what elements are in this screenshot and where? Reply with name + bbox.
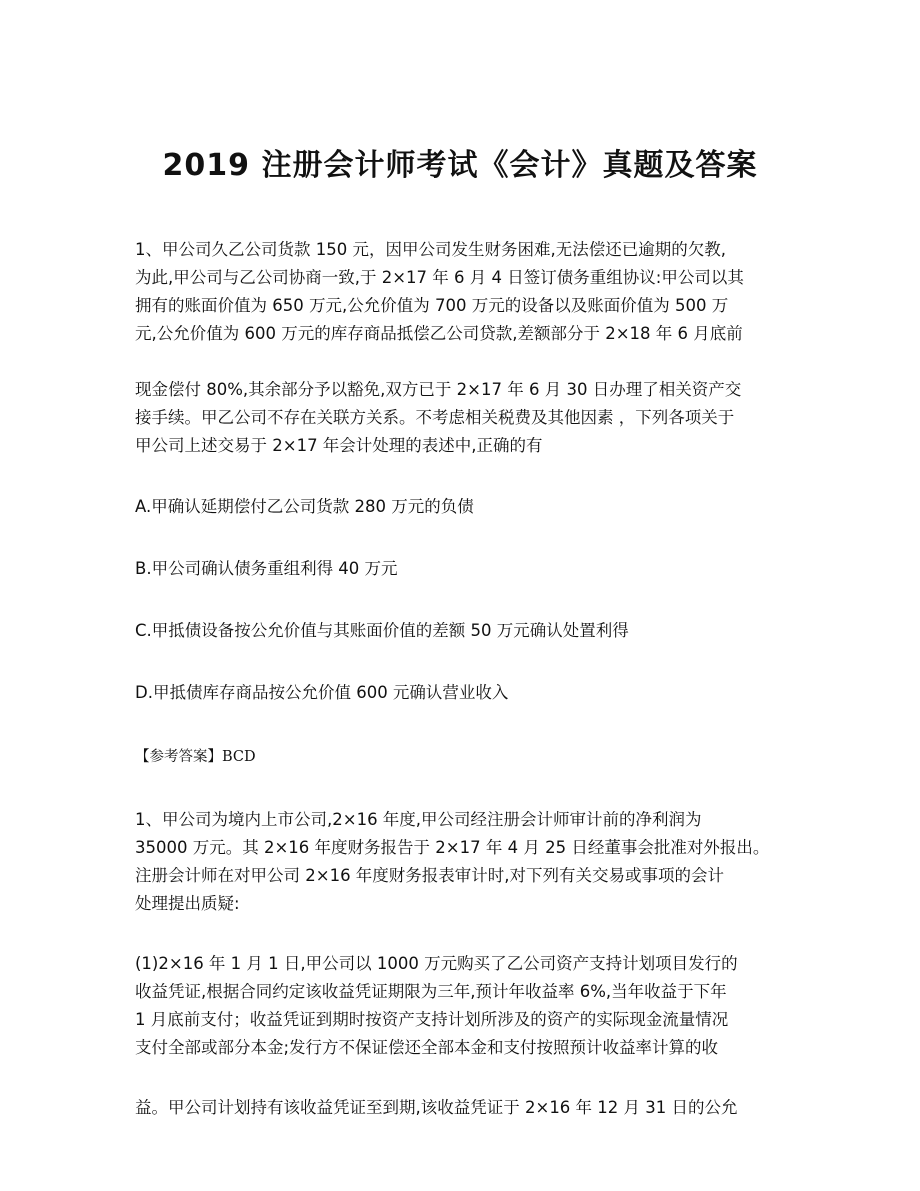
q1-option-b	[135, 555, 795, 583]
text-line: 现金偿付 80%,其余部分予以豁免,双方已于 2×17 年 6 月 30 日办理了相关资产交	[135, 380, 742, 399]
text-line: (1)2×16 年 1 月 1 日,甲公司以 1000 万元购买了乙公司资产支持计划项目发行的	[135, 954, 738, 973]
text-line: 处理提出质疑:	[135, 894, 240, 913]
text-line: 元,公允价值为 600 万元的库存商品抵偿乙公司贷款,差额部分于 2×18 年 6 月底前	[135, 324, 743, 343]
q2-stem-part1	[135, 806, 795, 918]
q1-stem-part1	[135, 236, 795, 348]
option-text: D.甲抵债库存商品按公允价值 600 元确认营业收入	[135, 683, 509, 702]
text-line: 收益凭证,根据合同约定该收益凭证期限为三年,预计年收益率 6%,当年收益于下年	[135, 982, 727, 1001]
option-text: A.甲确认延期偿付乙公司货款 280 万元的负债	[135, 497, 474, 516]
q1-stem-part2	[135, 376, 795, 460]
page-title: 2019 注册会计师考试《会计》真题及答案	[162, 148, 758, 183]
text-line: 支付全部或部分本金;发行方不保证偿还全部本金和支付按照预计收益率计算的收	[135, 1038, 719, 1057]
q1-option-c	[135, 617, 795, 645]
text-line: 35000 万元。其 2×16 年度财务报告于 2×17 年 4 月 25 日经董事会批准对外报出。	[135, 838, 770, 857]
option-text: C.甲抵债设备按公允价值与其账面价值的差额 50 万元确认处置利得	[135, 621, 629, 640]
q1-option-a	[135, 493, 795, 521]
text-line: 1、甲公司为境内上市公司,2×16 年度,甲公司经注册会计师审计前的净利润为	[135, 810, 702, 829]
text-line: 甲公司上述交易于 2×17 年会计处理的表述中,正确的有	[135, 436, 543, 455]
text-line: 为此,甲公司与乙公司协商一致,于 2×17 年 6 月 4 日签订债务重组协议:甲公司以其	[135, 268, 744, 287]
text-line: 益。甲公司计划持有该收益凭证至到期,该收益凭证于 2×16 年 12 月 31 日的公允	[135, 1098, 738, 1117]
option-text: B.甲公司确认债务重组利得 40 万元	[135, 559, 398, 578]
text-line: 注册会计师在对甲公司 2×16 年度财务报表审计时,对下列有关交易或事项的会计	[135, 866, 725, 885]
text-line: 1、甲公司久乙公司货款 150 元，因甲公司发生财务困难,无法偿还已逾期的欠教,	[135, 240, 726, 259]
text-line: 拥有的账面价值为 650 万元,公允价值为 700 万元的设备以及账面价值为 500 万	[135, 296, 729, 315]
q1-answer	[135, 743, 795, 771]
q2-item1-part1	[135, 950, 795, 1062]
q1-option-d	[135, 679, 795, 707]
q2-item1-part2	[135, 1094, 795, 1122]
text-line: 接手续。甲乙公司不存在关联方关系。不考虑相关税费及其他因素 ，下列各项关于	[135, 408, 735, 427]
text-line: 1 月底前支付；收益凭证到期时按资产支持计划所涉及的资产的实际现金流量情况	[135, 1010, 729, 1029]
answer-text: 【参考答案】BCD	[135, 749, 256, 765]
